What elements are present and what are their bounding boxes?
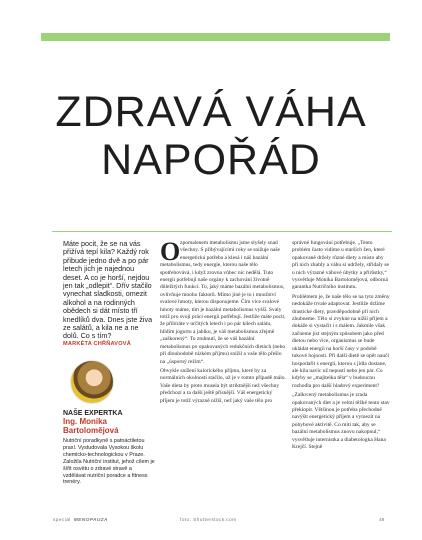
article-title <box>0 88 422 184</box>
expert-bio: Nutriční poradkyně s patnáctiletou praxí. Vystudovala Vysokou školu chemicko-technologickou v Praze. Založila Nutriční institut, jehož cílem je šířit osvětu o zdravé stravě a vzdělávat nutriční poradce a fitness trenéry. <box>63 438 155 486</box>
footer-section <box>53 518 108 523</box>
footer-section-prefix: speciál <box>53 518 71 523</box>
body-paragraph: zpomalenem metabolismu jsme slyšely snad všechny. S přibývajícími roky se snižuje naše energetická potřeba a klesá i náš bazální metabolismus, tedy energie, kterou naše tělo spotřebovává, i když zrovna vůbec nic nedělá. Tuto energii potřebují naše orgány k zachování životně důležitých funkcí. To, jaký máme bazální metabolismus, ovlivňuje mnoho faktorů. Mimo jiné je to i množství svalové hmoty, kterou disponujeme. Čím více svalové hmoty máme, tím je bazální metabolismus vyšší. Svaly totiž pro svoji práci energii potřebují. Jestliže máte pocit, že přibíráte v určitých letech i po pár kilech salátu, hlídím jogurtu a jablku, je váš metabolismus zřejmě „zaškorený“. To ztuhnutí, že se váš bazální metabolismus po opakovaných redukčních dietách (nebo při dlouhodobě nízkém příjmu) snížil a vaše tělo přešlo na „úsporný režim“. <box>160 240 286 365</box>
body-paragraph: „Zalkrcený metabolismus je zrada opakovaných diet a je velmi těžké tento stav překlopit. Většinou je potřeba přechodně navýšit energetický příjem a vymezit na pohybové aktivitě. Co míti tak, aby se bazální metabolismus znovu nakopnul,“ vysvětluje internistka a diabetologka Hana Krejčí. Stejně <box>292 392 390 450</box>
title-divider <box>52 231 392 232</box>
body-paragraph: Obvykle snížení kalorického příjmu, které by za normálních okolností stačilo, už je v tomto případě málo. Vaše dieta by proto musela být striktnější než všechny předchozí a ta další ještě přísnější. Váš energetický příjem je totiž výrazně nižší, než jaký vaše tělo pro <box>160 367 286 404</box>
body-column-2 <box>292 240 390 453</box>
expert-photo <box>70 360 114 404</box>
expert-label: NAŠE EXPERTKA <box>63 410 123 417</box>
title-line-2: NAPOŘÁD <box>101 136 321 184</box>
author-name: MARKÉTA CHŘŇAVOVÁ <box>63 340 131 347</box>
lead-column <box>63 240 155 347</box>
photo-credit: foto: Shutterstock.com <box>180 518 237 523</box>
page-number: 49 <box>379 518 385 523</box>
title-line-1: ZDRAVÁ VÁHA <box>55 88 367 136</box>
footer-section-name: MENOPAUZA <box>73 518 108 523</box>
body-paragraph: Problémem je, že naše tělo se na tyto změny nedokáže trvale adaptovat. Jestliže držíme drastické diety, pravděpodobně při nich zhubneme. Tělo si zvykne na nižší příjem a dokáže si vystačit i s málem. Jakmile však začneme jíst stejným způsobem jako před dietou nebo více, organismus se bude ukládat energii na horší časy v podobě tukové hojnosti. Při další dietě se opět naučí hospodařit s energií, kterou s jídla dostane, ale kila navíc už nepustí nebo jen pár. Co kdyby se „majitelka těla“ v budoucnu rozhodla pro další hladový experiment? <box>292 293 390 389</box>
expert-box <box>63 410 155 486</box>
expert-name: Ing. Monika Bartolomějová <box>63 417 119 435</box>
drop-cap: O <box>160 237 181 266</box>
lead-text: Máte pocit, že se na vás přižívá tepí kila? Každý rok přibude jedno dvě a po pár letech jich je najednou deset. A co je horší, nejdou jen tak „odlepit“. Dřív stačilo vynechat sladkosti, omezit alkohol a na rodinných obědech si dát místo tří knedlíků dva. Dnes jste živa ze salátů, a kila ne a ne dolů. Co s tím? <box>63 239 153 341</box>
top-accent-bar <box>41 33 390 41</box>
body-paragraph: správné fungování potřebuje. „Tento problém často vidíme u starších žen, které opakovaně držely různé diety a místo aby při nich zhubly a váhu si udržely, střídaly se u nich výrazné váhové úbytky a přírůstky,“ vysvětluje Monika Bartolomějová, odborná garantka Nutričního institutu. <box>292 240 389 291</box>
body-column-1 <box>160 237 286 407</box>
